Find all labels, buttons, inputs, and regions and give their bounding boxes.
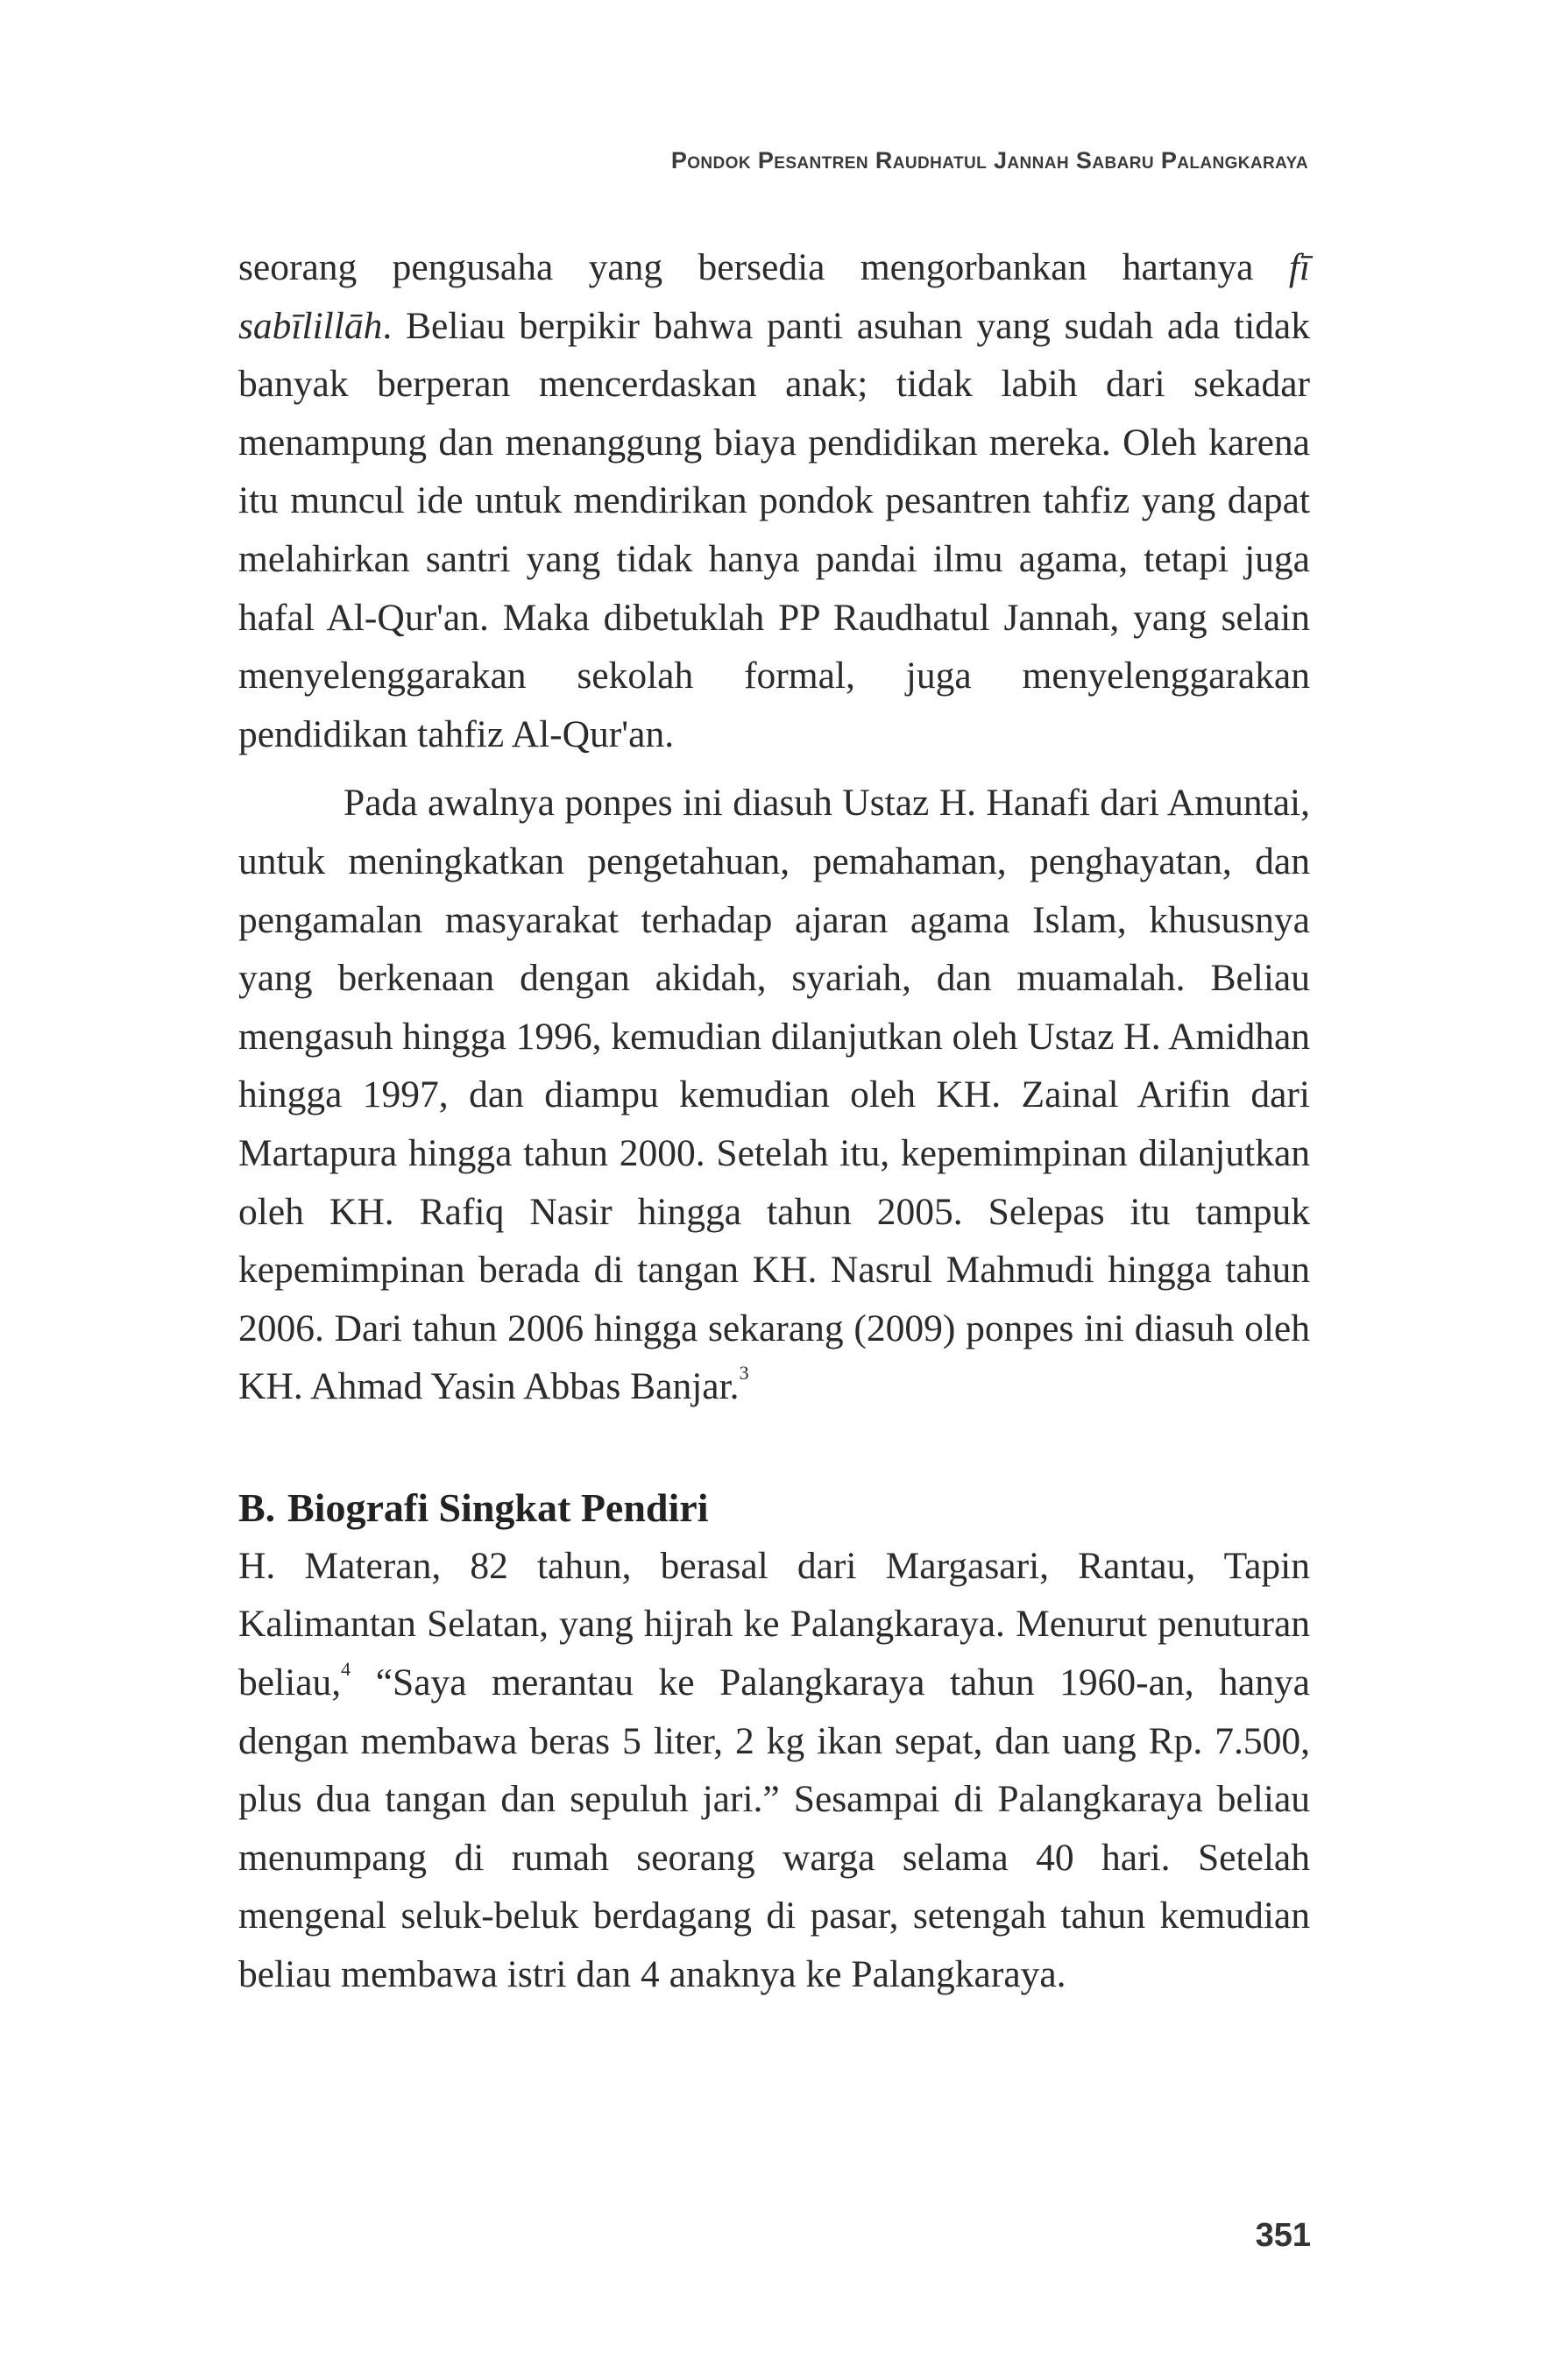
paragraph-3	[238, 1537, 1310, 2004]
section-number: B.	[238, 1484, 276, 1530]
section-title: Biografi Singkat Pendiri	[287, 1484, 709, 1530]
section-heading	[238, 1479, 1310, 1537]
paragraph-2-text: Pada awalnya ponpes ini diasuh Ustaz H. Hanafi dari Amuntai, untuk meningkatkan pengetahuan, pemahaman, penghayatan, dan pengamalan masyarakat terhadap ajaran agama Islam, khususnya yang berkenaan dengan akidah, syariah, dan muamalah. Beliau mengasuh hingga 1996, kemudian dilanjutkan oleh Ustaz H. Amidhan hingga 1997, dan diampu kemudian oleh KH. Zainal Arifin dari Martapura hingga tahun 2000. Setelah itu, kepemimpinan dilanjutkan oleh KH. Rafiq Nasir hingga tahun 2005. Selepas itu tampuk kepemimpinan berada di tangan KH. Nasrul Mahmudi hingga tahun 2006. Dari tahun 2006 hingga sekarang (2009) ponpes ini diasuh oleh KH. Ahmad Yasin Abbas Banjar.	[238, 782, 1310, 1408]
footnote-ref-4[interactable]: 4	[341, 1658, 351, 1681]
paragraph-1-italic-term: fī sabīlillāh	[238, 246, 1310, 347]
running-header: Pondok Pesantren Raudhatul Jannah Sabaru Palangkaraya	[670, 147, 1308, 174]
body-text	[238, 238, 1310, 2004]
paragraph-3-text-b: “Saya merantau ke Palangkaraya tahun 1960-an, hanya dengan membawa beras 5 liter, 2 kg ikan sepat, dan uang Rp. 7.500, plus dua tangan dan sepuluh jari.” Sesampai di Palangkaraya beliau menumpang di rumah seorang warga selama 40 hari. Setelah mengenal seluk-beluk berdagang di pasar, setengah tahun kemudian beliau membawa istri dan 4 anaknya ke Palangkaraya.	[238, 1661, 1310, 1996]
paragraph-2	[238, 774, 1310, 1416]
paragraph-1-text-b: . Beliau berpikir bahwa panti asuhan yang sudah ada tidak banyak berperan mencerdaskan anak; tidak labih dari sekadar menampung dan menanggung biaya pendidikan mereka. Oleh karena itu muncul ide untuk mendirikan pondok pesantren tahfiz yang dapat melahirkan santri yang tidak hanya pandai ilmu agama, tetapi juga hafal Al-Qur'an. Maka dibetuklah PP Raudhatul Jannah, yang selain menyelenggarakan sekolah formal, juga menyelenggarakan pendidikan tahfiz Al-Qur'an.	[238, 304, 1310, 755]
paragraph-3-text-a: H. Materan, 82 tahun, berasal dari Margasari, Rantau, Tapin Kalimantan Selatan, yang hijrah ke Palangkaraya. Menurut penuturan beliau,	[238, 1544, 1310, 1704]
paragraph-1	[238, 238, 1310, 763]
paragraph-1-text-a: seorang pengusaha yang bersedia mengorbankan hartanya	[238, 246, 1289, 288]
footnote-ref-3[interactable]: 3	[739, 1362, 749, 1385]
page-number: 351	[1255, 2217, 1311, 2254]
